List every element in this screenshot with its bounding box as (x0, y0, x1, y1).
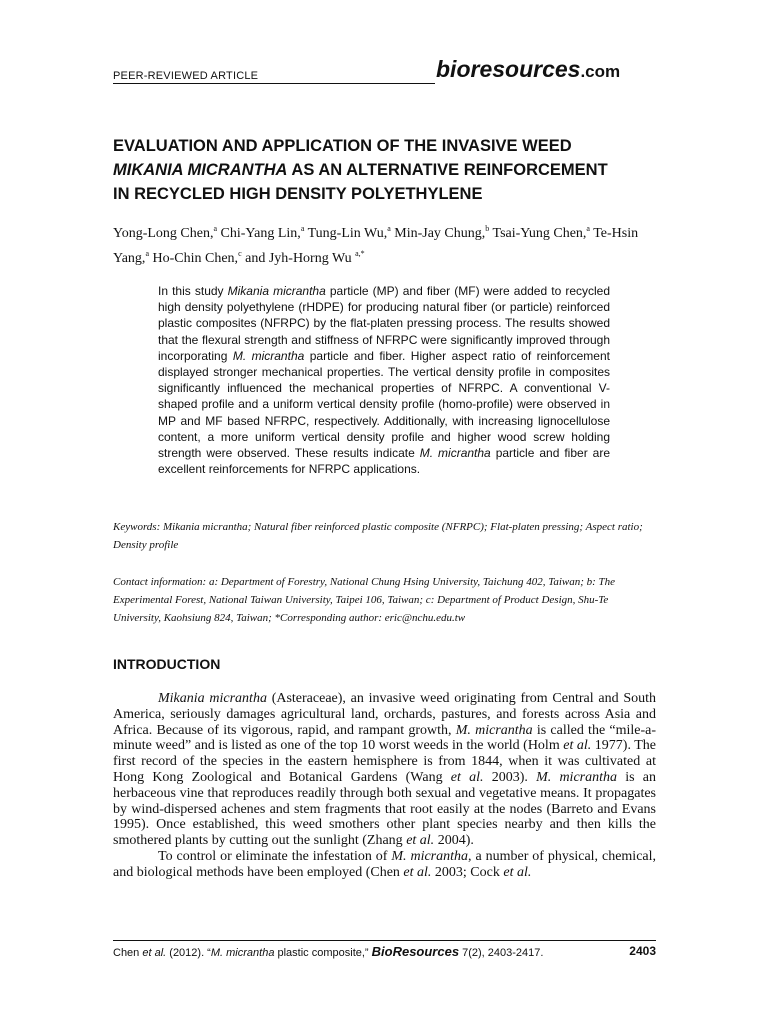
section-heading: INTRODUCTION (113, 656, 221, 672)
title-line-1: EVALUATION AND APPLICATION OF THE INVASIVE WEED (113, 137, 572, 155)
paragraph: To control or eliminate the infestation of M. micrantha, a number of physical, chemical, and biological methods have been employed (Chen et al. 2003; Cock et al. (113, 848, 657, 880)
title-line-3: IN RECYCLED HIGH DENSITY POLYETHYLENE (113, 185, 483, 203)
footer-rule (113, 940, 656, 941)
journal-logo-suffix: .com (580, 62, 621, 81)
footer-citation: Chen et al. (2012). “M. micrantha plastic composite,” BioResources 7(2), 2403-2417. 2403 (113, 944, 656, 959)
author: Ho-Chin Chen,$^c$ (152, 249, 242, 266)
author: Chi-Yang Lin,$^a$ (220, 224, 305, 241)
title-line-2 (113, 158, 673, 182)
title-species-name: MIKANIA MICRANTHA (113, 161, 288, 179)
article-title (113, 134, 673, 206)
journal-logo-name: bioresources (436, 56, 581, 82)
author: Min-Jay Chung,$^b$ (394, 224, 490, 241)
header-rule (113, 83, 435, 84)
author: Tsai-Yung Chen,$^a$ (492, 224, 590, 241)
contact-information: Contact information: a: Department of Forestry, National Chung Hsing University, Taichung 402, Taiwan; b: The Experimental Forest, National Taiwan University, Taipei 106, Taiwan; c: Department of Product Design, Shu-Te University, Kaohsiung 824, Taiwan; *Corresponding author: eric@nchu.edu.tw (113, 576, 616, 624)
keywords: Keywords: Mikania micrantha; Natural fiber reinforced plastic composite (NFRPC); Flat-platen pressing; Aspect ratio; Density profile (113, 521, 643, 551)
title-line-2-rest: AS AN ALTERNATIVE REINFORCEMENT (287, 161, 608, 179)
author: Te-Hsin Yang,$^a$ (113, 226, 639, 266)
running-header (113, 56, 653, 86)
article-type-label: PEER-REVIEWED ARTICLE (113, 70, 259, 82)
introduction-body (113, 691, 656, 881)
journal-logo (436, 56, 620, 83)
author: Tung-Lin Wu,$^a$ (307, 224, 391, 241)
author-list (113, 221, 673, 271)
author: and Jyh-Horng Wu $^{a,*}$ (245, 249, 365, 266)
paragraph: Mikania micrantha (Asteraceae), an invasive weed originating from Central and South America, seriously damages agricultural land, orchards, pastures, and forests across Asia and Africa. Because of its vigorous, rapid, and rampant growth, M. micrantha is called the “mile-a-minute weed” and is listed as one of the top 10 worst weeds in the world (Holm et al. 1977). The first record of the species in the eastern hemisphere is from 1844, when it was cultivated at Hong Kong Zoological and Botanical Gardens (Wang et al. 2003). M. micrantha is an herbaceous vine that reproduces readily through both sexual and vegetative means. It propagates by wind-dispersed achenes and stem fragments that root easily at the nodes (Barreto and Evans 1995). Once established, this weed smothers other plant species nearby and then kills the smothered plants by cutting out the sunlight (Zhang et al. 2004). (113, 691, 657, 849)
journal-name: BioResources (371, 944, 460, 959)
abstract: In this study Mikania micrantha particle (MP) and fiber (MF) were added to recycled high density polyethylene (rHDPE) for producing natural fiber (or particle) reinforced plastic composites (NFRPC) by the flat-platen pressing process. The results showed that the flexural strength and stiffness of NFRPC were significantly improved through incorporating M. micrantha particle and fiber. Higher aspect ratio of reinforcement displayed stronger mechanical properties. The vertical density profile in composites significantly influenced the mechanical properties of NFRPC. A conventional V-shaped profile and a uniform vertical density profile (homo-profile) were observed in MP and MF based NFRPC, respectively. Additionally, with increasing lignocellulose content, a more uniform vertical density profile and higher wood screw holding strength were observed. These results indicate M. micrantha particle and fiber are excellent reinforcements for NFRPC applications. (158, 284, 611, 477)
page-number: 2403 (629, 944, 656, 958)
author: Yong-Long Chen,$^a$ (113, 224, 218, 241)
